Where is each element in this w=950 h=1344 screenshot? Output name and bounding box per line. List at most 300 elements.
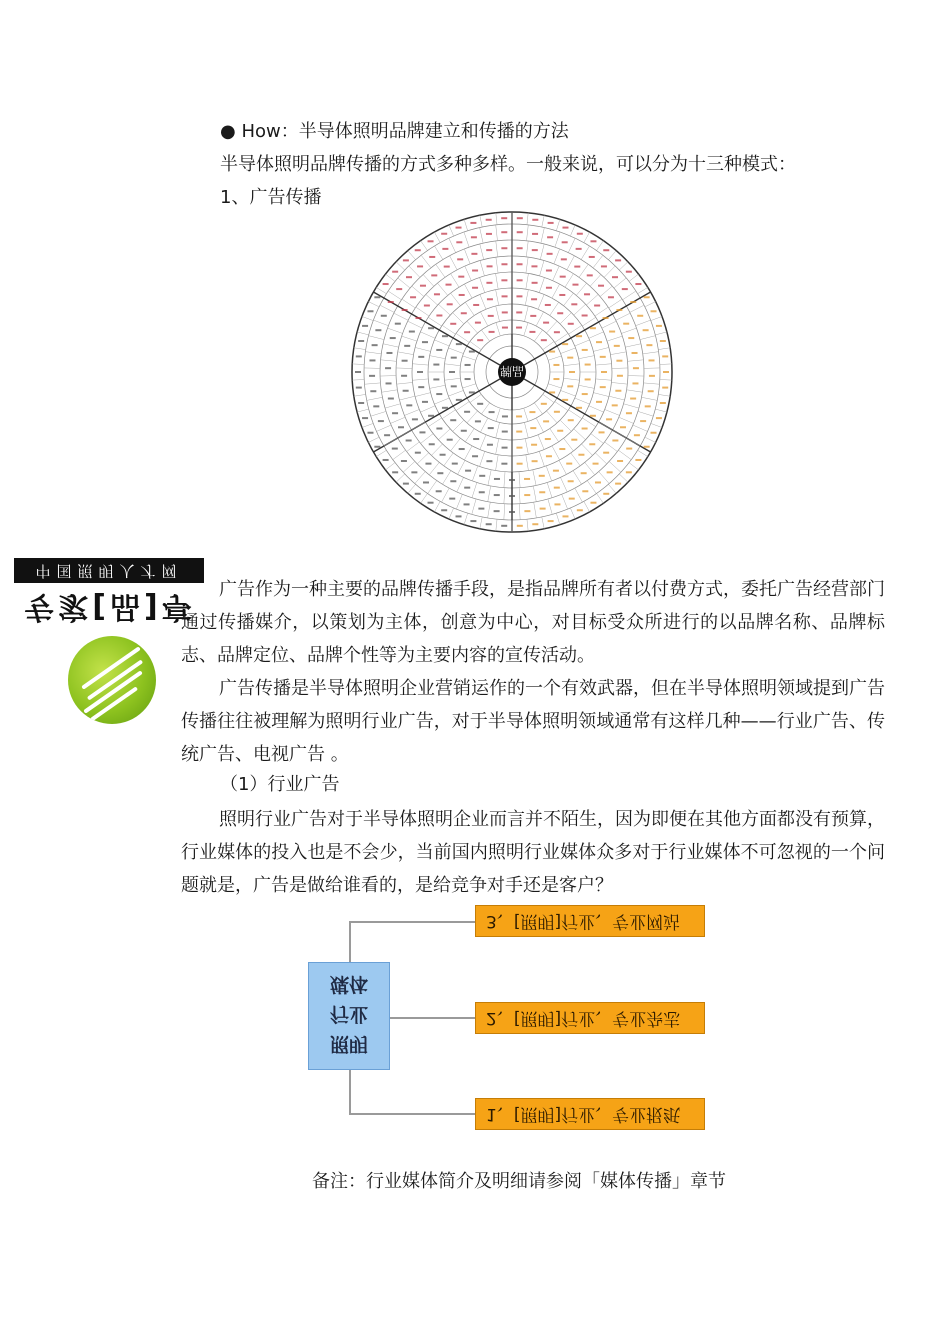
wheel-cell-text-mark [607, 471, 613, 473]
wheel-cell-text-mark [367, 310, 373, 312]
wheel-cell-text-mark [585, 378, 591, 380]
wheel-cell-text-mark [532, 460, 538, 462]
wheel-cell-text-mark [428, 240, 434, 242]
wheel-cell-text-mark [532, 219, 538, 221]
subsection-industry-ad: （1）行业广告 [220, 774, 340, 795]
wheel-cell-text-mark [615, 483, 621, 485]
wheel-cell-text-mark [362, 325, 368, 327]
wheel-cell-text-mark [567, 385, 573, 387]
wheel-cell-text-mark [486, 249, 492, 251]
wheel-cell-text-mark [425, 463, 431, 465]
wheel-cell-text-mark [649, 375, 655, 377]
wheel-cell-text-mark [509, 511, 515, 513]
wheel-cell-text-mark [566, 463, 572, 465]
wheel-cell-text-mark [447, 303, 453, 305]
wheel-cell-text-mark [585, 364, 591, 366]
wheel-cell-text-mark [494, 478, 500, 480]
wheel-cell-text-mark [456, 399, 462, 401]
wheel-cell-text-mark [444, 266, 450, 268]
wheel-cell-text-mark [475, 322, 481, 324]
wheel-cell-text-mark [431, 274, 437, 276]
wheel-cell-text-mark [418, 386, 424, 388]
wheel-cell-text-mark [470, 222, 476, 224]
wheel-cell-text-mark [457, 258, 463, 260]
wheel-cell-text-mark [447, 439, 453, 441]
wheel-cell-text-mark [540, 508, 546, 510]
logo-mid-text: 专家[品]亭 [24, 589, 196, 624]
wheel-cell-text-mark [404, 345, 410, 347]
wheel-cell-text-mark [369, 359, 375, 361]
wheel-cell-text-mark [531, 265, 537, 267]
wheel-cell-text-mark [532, 523, 538, 525]
wheel-cell-text-mark [461, 430, 467, 432]
wheel-cell-text-mark [645, 405, 651, 407]
wheel-cell-text-mark [412, 418, 418, 420]
wheel-cell-text-mark [634, 434, 640, 436]
wheel-cell-text-mark [662, 387, 668, 389]
wheel-cell-text-mark [424, 305, 430, 307]
wheel-cell-text-mark [612, 404, 618, 406]
wheel-cell-text-mark [549, 391, 555, 393]
wheel-cell-text-mark [651, 432, 657, 434]
wheel-cell-text-mark [456, 515, 462, 517]
wheel-cell-text-mark [615, 259, 621, 261]
intro-text: 半导体照明品牌传播的方式多种多样。一般来说，可以分为十三种模式： [220, 154, 796, 175]
wheel-cell-text-mark [603, 317, 609, 319]
wheel-cell-text-mark [403, 483, 409, 485]
wheel-cell-text-mark [577, 233, 583, 235]
wheel-cell-text-mark [417, 265, 423, 267]
hub-line-2: 行业 [329, 1003, 368, 1025]
wheel-cell-text-mark [623, 323, 629, 325]
wheel-cell-text-mark [472, 455, 478, 457]
wheel-cell-text-mark [449, 498, 455, 500]
wheel-cell-text-mark [609, 331, 615, 333]
wheel-cell-text-mark [581, 472, 587, 474]
wheel-cell-text-mark [616, 360, 622, 362]
wheel-cell-text-mark [532, 233, 538, 235]
wheel-cell-text-mark [554, 487, 560, 489]
wheel-cell-text-mark [436, 349, 442, 351]
wheel-cell-text-mark [595, 481, 601, 483]
wheel-cell-text-mark [589, 256, 595, 258]
wheel-cell-text-mark [546, 270, 552, 272]
wheel-cell-text-mark [436, 393, 442, 395]
wheel-cell-text-mark [396, 288, 402, 290]
wheel-cell-text-mark [385, 367, 391, 369]
wheel-cell-text-mark [459, 294, 465, 296]
wheel-cell-text-mark [502, 447, 508, 449]
bullet: ● [220, 121, 236, 142]
wheel-cell-text-mark [458, 276, 464, 278]
wheel-cell-text-mark [434, 293, 440, 295]
wheel-cell-text-mark [630, 398, 636, 400]
wheel-cell-text-mark [569, 498, 575, 500]
wheel-cell-text-mark [450, 419, 456, 421]
wheel-cell-text-mark [501, 231, 507, 233]
wheel-cell-text-mark [517, 279, 523, 281]
wheel-cell-text-mark [517, 247, 523, 249]
wheel-cell-text-mark [502, 295, 508, 297]
wheel-cell-text-mark [459, 448, 465, 450]
wheel-cell-text-mark [531, 444, 537, 446]
wheel-cell-text-mark [656, 417, 662, 419]
wheel-cell-text-mark [617, 375, 623, 377]
wheel-cell-text-mark [472, 270, 478, 272]
wheel-cell-text-mark [406, 404, 412, 406]
wheel-cell-text-mark [662, 355, 668, 357]
footnote: 备注：行业媒体简介及明细请参阅「媒体传播」章节 [312, 1171, 726, 1192]
wheel-cell-text-mark [501, 279, 507, 281]
wheel-cell-text-mark [532, 282, 538, 284]
media-box-newspapers: 1、[照明]行业、专业报纸 [475, 1098, 705, 1130]
wheel-cell-text-mark [562, 227, 568, 229]
wheel-cell-text-mark [451, 357, 457, 359]
wheel-cell-text-mark [557, 430, 563, 432]
wheel-cell-text-mark [356, 355, 362, 357]
wheel-cell-text-mark [409, 331, 415, 333]
wheel-cell-text-mark [489, 331, 495, 333]
wheel-cell-text-mark [615, 390, 621, 392]
wheel-cell-text-mark [648, 390, 654, 392]
wheel-cell-text-mark [383, 459, 389, 461]
wheel-cell-text-mark [370, 390, 376, 392]
wheel-cell-text-mark [401, 375, 407, 377]
wheel-cell-text-mark [646, 344, 652, 346]
wheel-cell-text-mark [596, 341, 602, 343]
wheel-cell-text-mark [594, 305, 600, 307]
wheel-cell-text-mark [606, 418, 612, 420]
hub-line-1: 照明 [329, 1033, 368, 1055]
wheel-cell-text-mark [590, 327, 596, 329]
wheel-cell-text-mark [415, 249, 421, 251]
wheel-cell-text-mark [530, 315, 536, 317]
wheel-cell-text-mark [388, 398, 394, 400]
brand-wheel-chart [350, 210, 674, 534]
wheel-cell-text-mark [553, 378, 559, 380]
wheel-cell-text-mark [403, 390, 409, 392]
wheel-cell-text-mark [560, 276, 566, 278]
wheel-cell-text-mark [649, 359, 655, 361]
wheel-cell-text-mark [656, 325, 662, 327]
wheel-cell-text-mark [582, 490, 588, 492]
wheel-cell-text-mark [418, 356, 424, 358]
wheel-cell-text-mark [559, 294, 565, 296]
logo-emblem [68, 636, 156, 724]
wheel-cell-text-mark [464, 331, 470, 333]
wheel-cell-text-mark [593, 463, 599, 465]
wheel-cell-text-mark [601, 265, 607, 267]
wheel-cell-text-mark [487, 444, 493, 446]
logo-top-text: 中国照明人才网 [14, 558, 204, 583]
wheel-cell-text-mark [402, 309, 408, 311]
wheel-cell-text-mark [502, 431, 508, 433]
wheel-cell-text-mark [450, 323, 456, 325]
heading-text: How：半导体照明品牌建立和传播的方法 [241, 121, 569, 142]
wheel-cell-text-mark [517, 463, 523, 465]
wheel-cell-text-mark [501, 217, 507, 219]
wheel-cell-text-mark [516, 431, 522, 433]
wheel-cell-text-mark [632, 382, 638, 384]
wheel-cell-text-mark [392, 412, 398, 414]
wheel-cell-text-mark [456, 343, 462, 345]
wheel-cell-text-mark [584, 293, 590, 295]
wheel-cell-text-mark [524, 478, 530, 480]
wheel-cell-text-mark [362, 417, 368, 419]
wheel-cell-text-mark [488, 315, 494, 317]
media-box-websites: 3、[照明]行业、专业网站 [475, 905, 705, 937]
wheel-cell-text-mark [577, 509, 583, 511]
wheel-cell-text-mark [582, 428, 588, 430]
wheel-cell-text-mark [486, 233, 492, 235]
hub-line-3: 媒体 [329, 973, 368, 995]
wheel-cell-text-mark [392, 271, 398, 273]
wheel-cell-text-mark [388, 301, 394, 303]
wheel-cell-text-mark [601, 371, 607, 373]
wheel-cell-text-mark [516, 327, 522, 329]
wheel-cell-text-mark [473, 304, 479, 306]
wheel-cell-text-mark [582, 393, 588, 395]
wheel-cell-text-mark [358, 340, 364, 342]
wheel-cell-text-mark [422, 401, 428, 403]
wheel-cell-text-mark [547, 236, 553, 238]
wheel-cell-text-mark [401, 460, 407, 462]
wheel-cell-text-mark [406, 276, 412, 278]
wheel-cell-text-mark [567, 357, 573, 359]
wheel-cell-text-mark [489, 411, 495, 413]
wheel-cell-text-mark [509, 479, 515, 481]
wheel-cell-text-mark [643, 329, 649, 331]
wheel-cell-text-mark [374, 446, 380, 448]
wheel-cell-text-mark [384, 434, 390, 436]
wheel-cell-text-mark [378, 420, 384, 422]
wheel-cell-text-mark [569, 371, 575, 373]
wheel-cell-text-mark [478, 508, 484, 510]
wheel-cell-text-mark [456, 227, 462, 229]
wheel-cell-text-mark [524, 510, 530, 512]
wheel-cell-text-mark [487, 265, 493, 267]
wheel-cell-text-mark [616, 309, 622, 311]
wheel-cell-text-mark [561, 258, 567, 260]
wheel-cell-text-mark [549, 351, 555, 353]
wheel-cell-text-mark [471, 236, 477, 238]
wheel-cell-text-mark [640, 420, 646, 422]
wheel-cell-text-mark [456, 241, 462, 243]
wheel-cell-text-mark [494, 510, 500, 512]
wheel-cell-text-mark [398, 426, 404, 428]
wheel-cell-text-mark [355, 371, 361, 373]
wheel-cell-text-mark [517, 263, 523, 265]
wheel-cell-text-mark [635, 459, 641, 461]
wheel-cell-text-mark [502, 415, 508, 417]
wheel-cell-text-mark [589, 443, 595, 445]
wheel-cell-text-mark [568, 480, 574, 482]
wheel-cell-text-mark [644, 446, 650, 448]
wheel-cell-text-mark [486, 219, 492, 221]
wheel-cell-text-mark [531, 298, 537, 300]
wheel-cell-text-mark [374, 296, 380, 298]
wheel-cell-text-mark [603, 493, 609, 495]
wheel-cell-text-mark [488, 427, 494, 429]
wheel-cell-text-mark [356, 387, 362, 389]
wheel-cell-text-mark [486, 460, 492, 462]
site-logo [12, 558, 208, 728]
wheel-cell-text-mark [465, 378, 471, 380]
wheel-cell-text-mark [494, 494, 500, 496]
wheel-cell-text-mark [626, 448, 632, 450]
wheel-cell-text-mark [477, 403, 483, 405]
wheel-cell-text-mark [373, 405, 379, 407]
wheel-cell-text-mark [626, 471, 632, 473]
wheel-cell-text-mark [486, 523, 492, 525]
wheel-cell-text-mark [436, 428, 442, 430]
wheel-cell-text-mark [547, 253, 553, 255]
wheel-cell-text-mark [608, 296, 614, 298]
wheel-cell-text-mark [571, 303, 577, 305]
wheel-cell-text-mark [464, 487, 470, 489]
wheel-cell-text-mark [582, 349, 588, 351]
wheel-cell-text-mark [529, 411, 535, 413]
wheel-cell-text-mark [358, 402, 364, 404]
wheel-cell-text-mark [572, 284, 578, 286]
wheel-cell-text-mark [381, 315, 387, 317]
wheel-cell-text-mark [473, 438, 479, 440]
wheel-cell-text-mark [553, 470, 559, 472]
wheel-cell-text-mark [442, 335, 448, 337]
wheel-cell-text-mark [464, 411, 470, 413]
wheel-cell-text-mark [375, 329, 381, 331]
wheel-cell-text-mark [428, 327, 434, 329]
wheel-cell-text-mark [517, 525, 523, 527]
wheel-cell-text-mark [436, 490, 442, 492]
wheel-cell-text-mark [632, 352, 638, 354]
wheel-cell-text-mark [516, 295, 522, 297]
wheel-cell-text-mark [562, 343, 568, 345]
wheel-cell-text-mark [403, 259, 409, 261]
wheel-cell-text-mark [417, 371, 423, 373]
wheel-cell-text-mark [603, 452, 609, 454]
wheel-cell-text-mark [464, 503, 470, 505]
wheel-cell-text-mark [440, 454, 446, 456]
wheel-cell-text-mark [516, 311, 522, 313]
wheel-cell-text-mark [422, 341, 428, 343]
wheel-cell-text-mark [402, 360, 408, 362]
wheel-cell-text-mark [516, 415, 522, 417]
wheel-cell-text-mark [372, 344, 378, 346]
wheel-cell-text-mark [517, 231, 523, 233]
wheel-cell-text-mark [590, 415, 596, 417]
wheel-cell-text-mark [541, 403, 547, 405]
wheel-cell-text-mark [562, 515, 568, 517]
wheel-cell-text-mark [524, 494, 530, 496]
wheel-cell-text-mark [441, 233, 447, 235]
wheel-cell-text-mark [557, 312, 563, 314]
wheel-cell-text-mark [548, 520, 554, 522]
wheel-cell-text-mark [546, 455, 552, 457]
wheel-cell-text-mark [539, 475, 545, 477]
wheel-cell-text-mark [437, 472, 443, 474]
wheel-cell-text-mark [600, 386, 606, 388]
wheel-cell-text-mark [600, 356, 606, 358]
wheel-cell-text-mark [475, 420, 481, 422]
wheel-cell-text-mark [626, 412, 632, 414]
wheel-cell-text-mark [568, 419, 574, 421]
wheel-cell-text-mark [630, 301, 636, 303]
wheel-cell-text-mark [651, 310, 657, 312]
wheel-cell-text-mark [614, 345, 620, 347]
wheel-cell-text-mark [390, 337, 396, 339]
wheel-cell-text-mark [576, 335, 582, 337]
wheel-cell-text-mark [529, 331, 535, 333]
media-hub-box [308, 962, 390, 1070]
wheel-cell-text-mark [554, 411, 560, 413]
wheel-cell-text-mark [461, 312, 467, 314]
wheel-cell-text-mark [501, 463, 507, 465]
wheel-cell-text-mark [553, 364, 559, 366]
wheel-cell-text-mark [436, 314, 442, 316]
wheel-cell-text-mark [410, 296, 416, 298]
industry-media-diagram [300, 900, 720, 1140]
paragraph-ad-weapon: 广告传播是半导体照明企业营销运作的一个有效武器，但在半导体照明领域提到广告传播往往被理解为照明行业广告，对于半导体照明领域通常有这样几种——行业广告、传统广告、电视广告 。 [181, 678, 885, 765]
wheel-cell-text-mark [562, 399, 568, 401]
wheel-cell-text-mark [442, 248, 448, 250]
wheel-cell-text-mark [442, 407, 448, 409]
wheel-cell-text-mark [599, 431, 605, 433]
wheel-cell-text-mark [660, 340, 666, 342]
wheel-cell-text-mark [433, 364, 439, 366]
wheel-cell-text-mark [603, 249, 609, 251]
wheel-cell-text-mark [530, 427, 536, 429]
wheel-cell-text-mark [574, 266, 580, 268]
wheel-cell-text-mark [502, 311, 508, 313]
wheel-cell-text-mark [469, 391, 475, 393]
wheel-cell-text-mark [554, 503, 560, 505]
wheel-cell-text-mark [517, 217, 523, 219]
wheel-cell-text-mark [465, 364, 471, 366]
wheel-cell-text-mark [576, 248, 582, 250]
wheel-cell-text-mark [479, 475, 485, 477]
wheel-cell-text-mark [501, 247, 507, 249]
wheel-cell-text-mark [433, 378, 439, 380]
wheel-cell-text-mark [486, 282, 492, 284]
wheel-cell-text-mark [576, 407, 582, 409]
wheel-cell-text-mark [428, 502, 434, 504]
wheel-cell-text-mark [395, 323, 401, 325]
wheel-cell-text-mark [545, 438, 551, 440]
wheel-cell-text-mark [590, 502, 596, 504]
wheel-cell-text-mark [539, 491, 545, 493]
paragraph-industry-ad: 照明行业广告对于半导体照明企业而言并不陌生，因为即便在其他方面都没有预算，行业媒体的投入也是不会少，当前国内照明行业媒体众多对于行业媒体不可忽视的一个问题就是，广告是做给谁看的，是给竞争对手还是客户？ [181, 809, 885, 896]
wheel-cell-text-mark [612, 276, 618, 278]
wheel-cell-text-mark [516, 447, 522, 449]
wheel-cell-text-mark [386, 382, 392, 384]
wheel-cell-text-mark [451, 385, 457, 387]
wheel-cell-text-mark [406, 439, 412, 441]
wheel-cell-text-mark [477, 339, 483, 341]
wheel-cell-text-mark [383, 283, 389, 285]
wheel-cell-text-mark [452, 463, 458, 465]
wheel-cell-text-mark [590, 240, 596, 242]
wheel-cell-text-mark [479, 491, 485, 493]
wheel-cell-text-mark [612, 439, 618, 441]
wheel-cell-text-mark [568, 323, 574, 325]
wheel-cell-text-mark [571, 439, 577, 441]
wheel-cell-text-mark [543, 420, 549, 422]
wheel-cell-text-mark [617, 460, 623, 462]
wheel-cell-text-mark [415, 493, 421, 495]
wheel-cell-text-mark [620, 426, 626, 428]
wheel-cell-text-mark [502, 327, 508, 329]
